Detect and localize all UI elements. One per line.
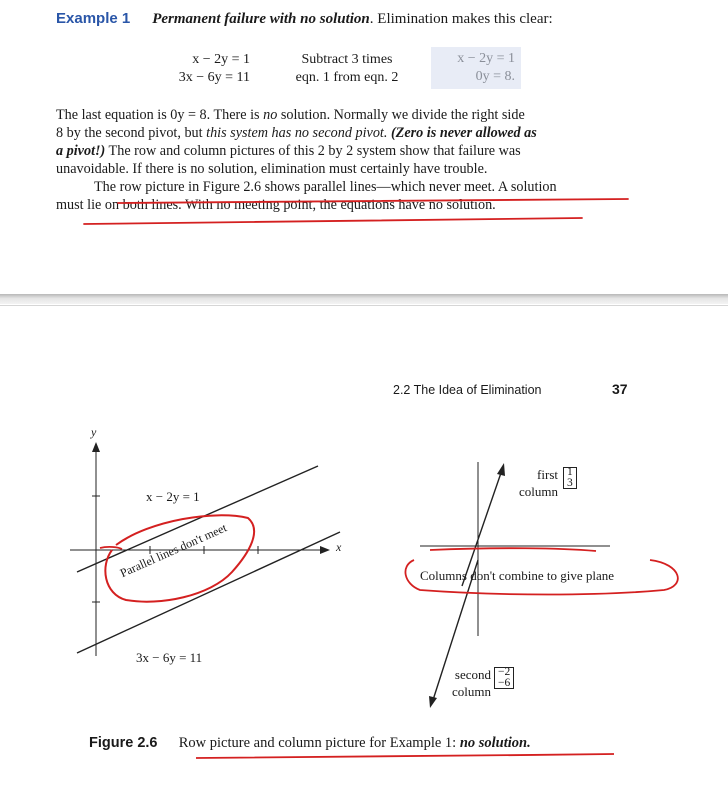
paragraph-line-3: a pivot!) The row and column pictures of this 2 by 2 system show that failure was: [56, 143, 521, 159]
paragraph-line-2: 8 by the second pivot, but this system has no second pivot. (Zero is never allowed as: [56, 125, 537, 141]
figure-caption-text: Row picture and column picture for Example 1:: [178, 735, 460, 751]
figure-label: Figure 2.6: [89, 735, 158, 751]
line-2-label: 3x − 6y = 11: [136, 650, 203, 665]
operation-line-2: eqn. 1 from eqn. 2: [295, 70, 399, 85]
example-title: Permanent failure with no solution: [152, 11, 370, 27]
row-x-axis-arrow: [320, 546, 330, 554]
row-y-axis-arrow: [92, 442, 100, 452]
line-1-label: x − 2y = 1: [146, 489, 200, 504]
second-column-vector-value: −2 −6: [494, 667, 514, 689]
example-title-rest: . Elimination makes this clear:: [369, 11, 553, 27]
row-annotation-text: Parallel lines don't meet: [117, 520, 229, 581]
paragraph-line-5: The row picture in Figure 2.6 shows parallel lines—which never meet. A solution: [94, 179, 557, 195]
result-equation-2: 0y = 8.: [475, 69, 515, 84]
equation-1: x − 2y = 1: [192, 52, 250, 67]
section-title: 2.2 The Idea of Elimination: [393, 383, 542, 397]
row-y-label: y: [91, 425, 97, 439]
figure-caption-emphasis: no solution.: [459, 735, 531, 751]
operation-line-1: Subtract 3 times: [301, 52, 393, 67]
paragraph-line-6: must lie on both lines. With no meeting point, the equations have no solution.: [56, 197, 496, 213]
paragraph-line-4: unavoidable. If there is no solution, elimination must certainly have trouble.: [56, 161, 488, 177]
figure-caption: [89, 735, 531, 752]
second-column-label: second column: [452, 667, 491, 699]
first-column-vector-value: 1 3: [563, 467, 577, 489]
example-label: Example 1: [56, 10, 131, 27]
result-equation-1: x − 2y = 1: [457, 51, 515, 66]
column-annotation-text: Columns don't combine to give plane: [420, 568, 615, 583]
page-number: 37: [612, 381, 628, 397]
line-1: [77, 466, 318, 572]
first-column-label: first column: [519, 467, 558, 499]
equation-2: 3x − 6y = 11: [178, 70, 250, 85]
paragraph-line-1: The last equation is 0y = 8. There is no solution. Normally we divide the right side: [56, 107, 525, 123]
row-annotation-loop: [105, 515, 254, 601]
row-x-label: x: [336, 540, 342, 554]
